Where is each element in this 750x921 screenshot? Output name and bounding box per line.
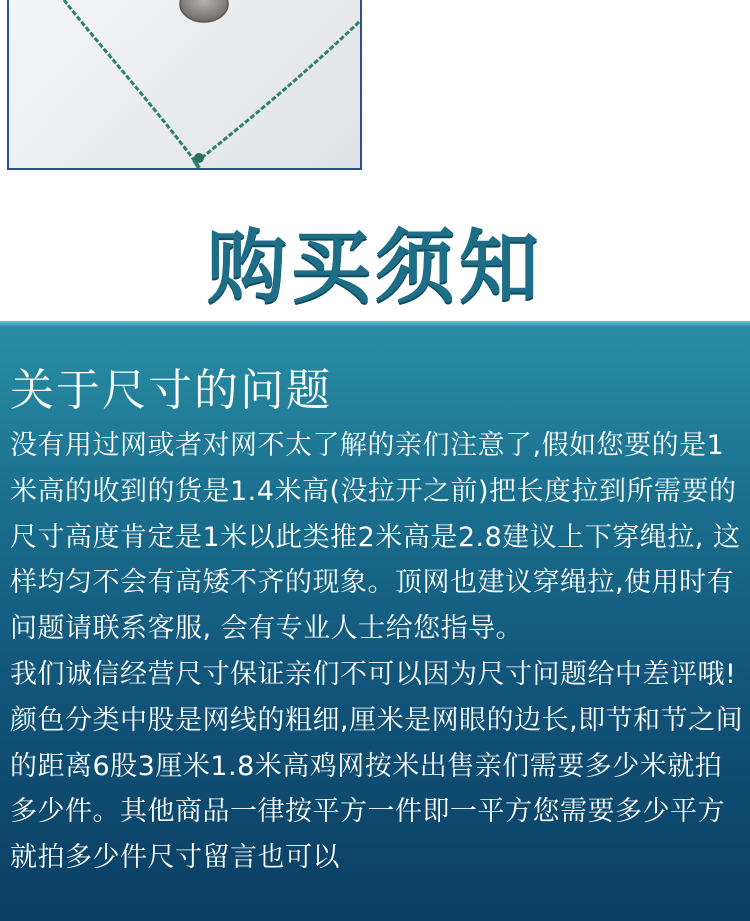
purchase-notice-heading-wrap	[0, 220, 750, 315]
product-photo	[7, 0, 362, 170]
panel-top-glow	[0, 321, 750, 327]
purchase-notice-heading: 购买须知	[207, 221, 543, 314]
notice-paragraph-1: 没有用过网或者对网不太了解的亲们注意了,假如您要的是1米高的收到的货是1.4米高(没拉开之前)把长度拉到所需要的尺寸高度肯定是1米以此类推2米高是2.8建议上下穿绳拉, 这样均匀不会有高矮不齐的现象。顶网也建议穿绳拉,使用时有问题请联系客服, 会有专业人士给您指导。	[10, 430, 741, 645]
net-rope-illustration	[9, 0, 360, 168]
notice-paragraph-2: 我们诚信经营尺寸保证亲们不可以因为尺寸问题给中差评哦!颜色分类中股是网线的粗细,厘米是网眼的边长,即节和节之间的距离6股3厘米1.8米高鸡网按米出售亲们需要多少米就拍多少件。其他商品一律按平方一件即一平方您需要多少平方就拍多少件尺寸留言也可以	[10, 658, 744, 874]
notice-panel	[0, 321, 750, 921]
size-question-title: 关于尺寸的问题	[10, 365, 332, 416]
notice-body	[10, 423, 748, 881]
